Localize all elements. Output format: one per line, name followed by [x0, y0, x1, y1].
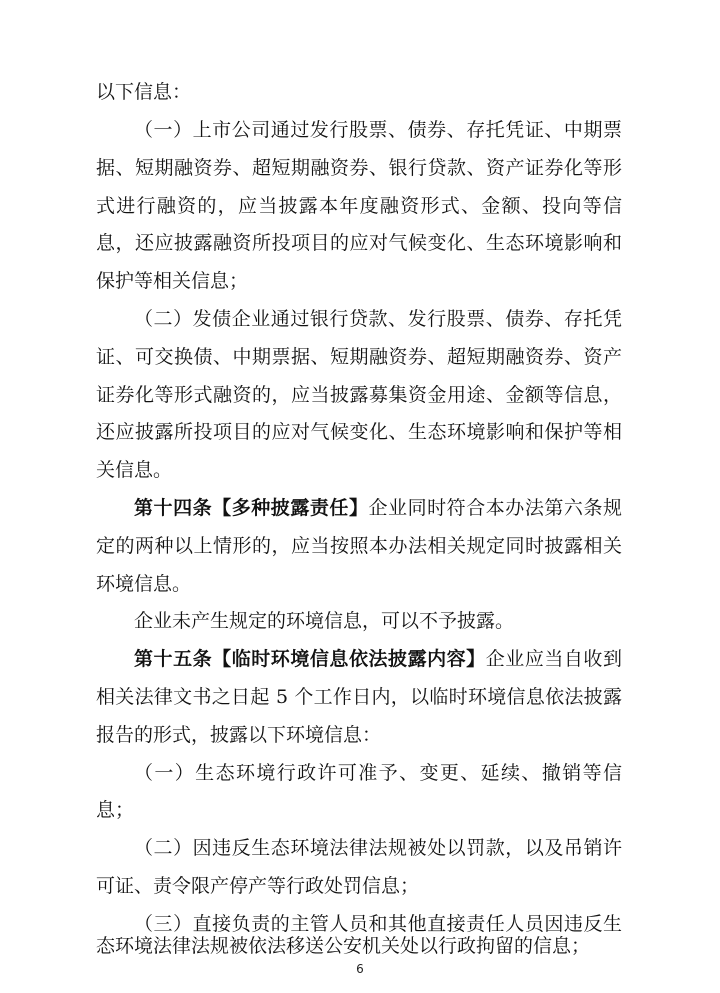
text-line: 态环境法律法规被依法移送公安机关处以行政拘留的信息；	[96, 935, 591, 957]
text-line: 定的两种以上情形的，应当按照本办法相关规定同时披露相关	[96, 535, 622, 557]
text-line: （二）发债企业通过银行贷款、发行股票、债券、存托凭	[134, 308, 622, 330]
text-line: 关信息。	[96, 459, 173, 481]
text-line: 息；	[96, 799, 135, 821]
text-line: 据、短期融资券、超短期融资券、银行贷款、资产证券化等形	[96, 157, 622, 179]
text-line: 证券化等形式融资的，应当披露募集资金用途、金额等信息，	[96, 384, 622, 406]
article-15-heading: 第十五条【临时环境信息依法披露内容】	[134, 648, 486, 670]
text-line: 保护等相关信息；	[96, 270, 249, 292]
text-line: 证、可交换债、中期票据、短期融资券、超短期融资券、资产	[96, 346, 622, 368]
text-line: （一）生态环境行政许可准予、变更、延续、撤销等信	[134, 762, 622, 784]
article-15-first-line	[134, 641, 622, 677]
text-line: 以下信息：	[96, 81, 192, 103]
page-number: 6	[356, 962, 364, 976]
article-14-text: 企业同时符合本办法第六条规	[368, 497, 622, 519]
text-line: （二）因违反生态环境法律法规被处以罚款，以及吊销许	[134, 837, 622, 859]
article-15-text: 企业应当自收到	[485, 648, 622, 670]
text-line: 可证、责令限产停产等行政处罚信息；	[96, 875, 420, 897]
text-line: 相关法律文书之日起 5 个工作日内，以临时环境信息依法披露	[96, 686, 622, 708]
article-14-first-line	[134, 490, 622, 526]
text-line: 环境信息。	[96, 573, 192, 595]
text-line: 企业未产生规定的环境信息，可以不予披露。	[134, 610, 515, 632]
text-line: 息，还应披露融资所投项目的应对气候变化、生态环境影响和	[96, 232, 622, 254]
text-line: （一）上市公司通过发行股票、债券、存托凭证、中期票	[134, 119, 622, 141]
article-14-heading: 第十四条【多种披露责任】	[134, 497, 369, 519]
text-line: 式进行融资的，应当披露本年度融资形式、金额、投向等信	[96, 195, 622, 217]
text-line: 还应披露所投项目的应对气候变化、生态环境影响和保护等相	[96, 421, 622, 443]
text-line: 报告的形式，披露以下环境信息：	[96, 724, 382, 746]
text-line: （三）直接负责的主管人员和其他直接责任人员因违反生	[134, 913, 622, 935]
